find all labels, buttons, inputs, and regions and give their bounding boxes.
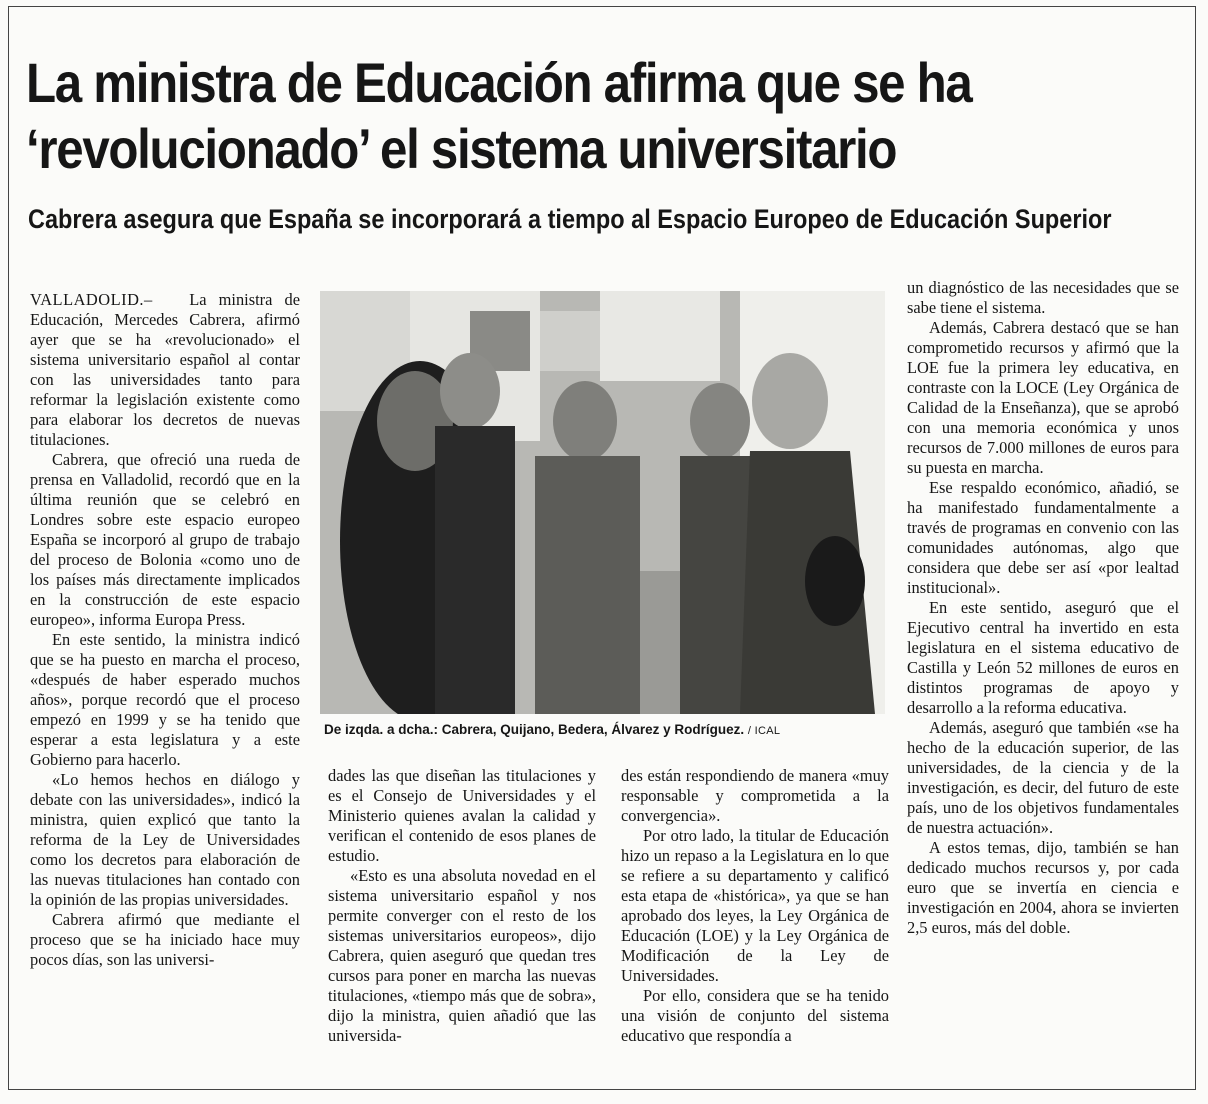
subtitle: Cabrera asegura que España se incorporará a tiempo al Espacio Europeo de Educación Superior [28, 204, 1112, 234]
paragraph: En este sentido, la ministra indicó que se ha puesto en marcha el proceso, «después de haber esperado muchos años», porque recordó que el proceso empezó en 1999 y se ha tenido que esperar a esta legislatura y a este Gobierno para hacerlo. [30, 630, 300, 769]
column-3 [621, 766, 889, 1046]
headline-line-2: ‘revolucionado’ el sistema universitario [26, 117, 897, 180]
paragraph: un diagnóstico de las necesidades que se sabe tiene el sistema. [907, 278, 1179, 317]
caption-text: De izqda. a dcha.: Cabrera, Quijano, Bedera, Álvarez y Rodríguez. [324, 722, 745, 737]
paragraph: Además, aseguró que también «se ha hecho de la educación superior, de las universidades, de la ciencia y de la investigación, es decir, del futuro de este país, uno de los objetivos fundamentales de nuestra actuación». [907, 718, 1179, 837]
paragraph: des están respondiendo de manera «muy responsable y comprometida a la convergencia». [621, 766, 889, 825]
column-4 [907, 278, 1179, 938]
column-2 [328, 766, 596, 1046]
dateline: VALLADOLID.– [30, 290, 153, 309]
headline [26, 50, 1047, 182]
paragraph: Ese respaldo económico, añadió, se ha manifestado fundamentalmente a través de programas en convenio con las comunidades autónomas, algo que considera que debe ser así «por lealtad institucional». [907, 478, 1179, 597]
paragraph: A estos temas, dijo, también se han dedicado muchos recursos y, por cada euro que se invertía en ciencia e investigación en 2004, ahora se invierten 2,5 euros, más del doble. [907, 838, 1179, 937]
paragraph: Por otro lado, la titular de Educación hizo un repaso a la Legislatura en lo que se refiere a su departamento y calificó esta etapa de «histórica», ya que se han aprobado dos leyes, la Ley Orgánica de Educación (LOE) y la Ley Orgánica de Modificación de la Ley de Universidades. [621, 826, 889, 985]
photo-credit: / ICAL [747, 725, 781, 737]
paragraph [30, 290, 300, 450]
news-photo [320, 291, 885, 714]
paragraph-text: La ministra de Educación, Mercedes Cabrera, afirmó ayer que se ha «revolucionado» el sistema universitario español al contar con las universidades tanto para reformar la legislación existente como para elaborar los decretos de nuevas titulaciones. [30, 290, 301, 449]
headline-line-1: La ministra de Educación afirma que se ha [26, 51, 972, 114]
paragraph: Además, Cabrera destacó que se han comprometido recursos y afirmó que la LOE fue la primera ley educativa, en contraste con la LOCE (Ley Orgánica de Calidad de la Enseñanza), que se aprobó con una memoria económica y unos recursos de 7.000 millones de euros para su puesta en marcha. [907, 318, 1179, 477]
photo-illustration [320, 291, 885, 714]
paragraph: Por ello, considera que se ha tenido una visión de conjunto del sistema educativo que respondía a [621, 986, 889, 1045]
paragraph: «Lo hemos hechos en diálogo y debate con las universidades», indicó la ministra, quien explicó que tanto la reforma de la Ley de Universidades como los decretos para elaboración de las nuevas titulaciones han contado con la opinión de las propias universidades. [30, 770, 300, 909]
photo-caption [324, 722, 904, 737]
paragraph: En este sentido, aseguró que el Ejecutivo central ha invertido en esta legislatura en el sistema educativo de Castilla y León 52 millones de euros en distintos programas de apoyo y desarrollo a la reforma educativa. [907, 598, 1179, 717]
paragraph: Cabrera afirmó que mediante el proceso que se ha iniciado hace muy pocos días, son las universi- [30, 910, 300, 969]
paragraph: dades las que diseñan las titulaciones y es el Consejo de Universidades y el Ministerio quienes avalan la calidad y verifican el contenido de esos planes de estudio. [328, 766, 596, 865]
paragraph: Cabrera, que ofreció una rueda de prensa en Valladolid, recordó que en la última reunión que se celebró en Londres sobre este espacio europeo España se incorporó al grupo de trabajo del proceso de Bolonia «como uno de los países más directamente implicados en la construcción de este espacio europeo», informa Europa Press. [30, 450, 300, 629]
column-1 [30, 290, 300, 970]
paragraph: «Esto es una absoluta novedad en el sistema universitario español y nos permite converger con el resto de los sistemas universitarios europeos», dijo Cabrera, quien aseguró que quedan tres cursos para poner en marcha las nuevas titulaciones, «tiempo más que de sobra», dijo la ministra, quien añadió que las universida- [328, 866, 596, 1045]
